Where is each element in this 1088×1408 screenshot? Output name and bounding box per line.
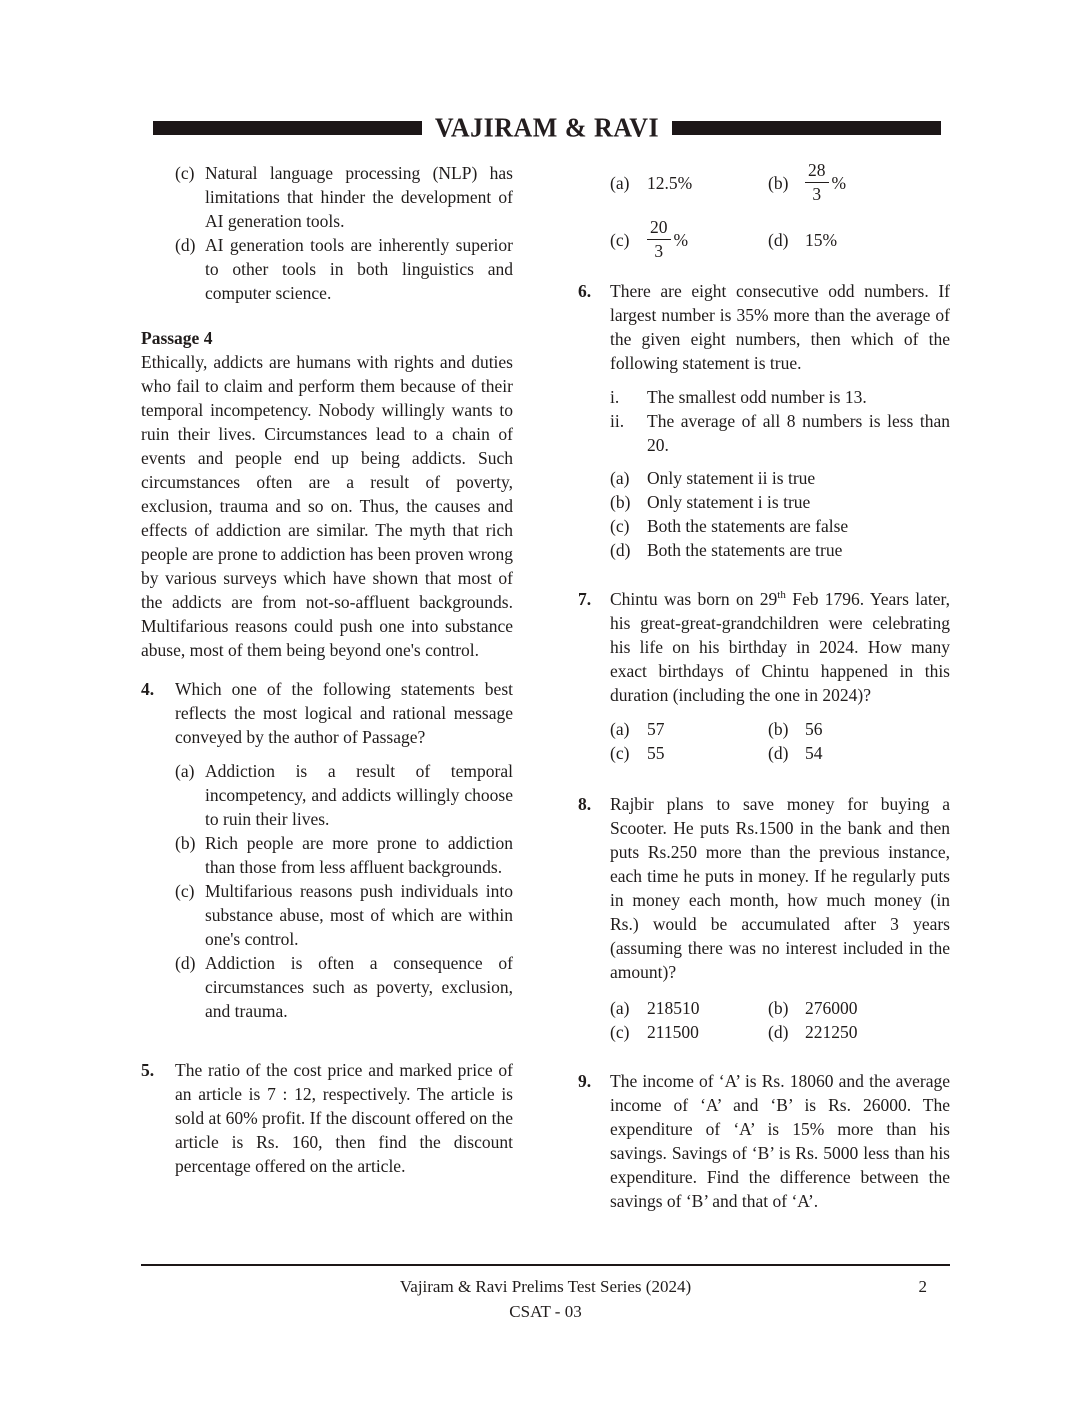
question-text: Rajbir plans to save money for buying a Scooter. He puts Rs.1500 in the bank and then puts Rs.250 more than the previous instance, each time he puts in money. If he regularly puts in money each month, how much money (in Rs.) would be accumulated after 3 years (assuming there was no interest included in the amount)? bbox=[610, 794, 950, 982]
question-number: 4. bbox=[141, 679, 155, 699]
fraction-denominator: 3 bbox=[654, 241, 664, 261]
question-number: 9. bbox=[578, 1071, 592, 1091]
fraction-value bbox=[805, 160, 829, 205]
statement-row-ii bbox=[610, 409, 950, 457]
option-text: Natural language processing (NLP) has limitations that hinder the development of AI generation tools. bbox=[205, 163, 513, 231]
question-9 bbox=[578, 1069, 950, 1213]
option-text: 56 bbox=[805, 719, 823, 739]
option-label: (b) bbox=[768, 998, 789, 1018]
statement-label: ii. bbox=[610, 411, 625, 431]
option-row-a bbox=[175, 759, 513, 831]
option-label: (c) bbox=[610, 229, 630, 250]
option-label: (b) bbox=[768, 719, 789, 739]
option-text: Rich people are more prone to addiction than those from less affluent backgrounds. bbox=[205, 833, 513, 877]
question-6 bbox=[578, 279, 950, 375]
option-text: 57 bbox=[647, 719, 665, 739]
option-text: Both the statements are true bbox=[647, 540, 843, 560]
option-text: 218510 bbox=[647, 998, 700, 1018]
option-text: 15% bbox=[805, 229, 838, 250]
option-label: (d) bbox=[768, 1022, 789, 1042]
page-footer bbox=[141, 1264, 950, 1324]
question-text: There are eight consecutive odd numbers. If largest number is 35% more than the average of the given eight numbers, then which of the following statement is true. bbox=[610, 281, 950, 373]
option-label: (a) bbox=[610, 172, 630, 193]
option-label: (b) bbox=[610, 492, 631, 512]
question-text: The ratio of the cost price and marked price of an article is 7 : 12, respectively. The article is sold at 60% profit. If the discount offered on the article is Rs. 160, then find the discount percentage offered on the article. bbox=[175, 1060, 513, 1176]
passage-body: Ethically, addicts are humans with rights and duties who fail to claim and perform them because of their temporal incompetency. Nobody willingly wants to ruin their lives. Circumstances lead to a chain of events and people end up being addicts. Such circumstances often are a result of poverty, exclusion, trauma and so on. Thus, the causes and effects of addiction are similar. The myth that rich people are prone to addiction has been proven wrong by various surveys which have shown that most of the addicts are from not-so-affluent backgrounds. Multifarious reasons could push one into substance abuse, most of them being beyond one's control. bbox=[141, 352, 513, 660]
fraction-numerator: 28 bbox=[805, 160, 829, 183]
option-text: 211500 bbox=[647, 1022, 699, 1042]
header-bar-left bbox=[153, 121, 422, 135]
question-4 bbox=[141, 677, 513, 749]
fraction-numerator: 20 bbox=[647, 217, 671, 240]
fraction-suffix: % bbox=[673, 229, 689, 250]
option-text: Only statement ii is true bbox=[647, 468, 816, 488]
footer-series-title: Vajiram & Ravi Prelims Test Series (2024) bbox=[399, 1277, 692, 1296]
option-row-a bbox=[610, 996, 768, 1020]
option-label: (c) bbox=[610, 1022, 630, 1042]
option-label: (d) bbox=[610, 540, 631, 560]
option-row-d bbox=[610, 538, 950, 562]
question-8-options bbox=[610, 996, 950, 1044]
option-row-d bbox=[768, 217, 950, 262]
question-4-options bbox=[141, 759, 513, 1023]
fraction-value bbox=[647, 217, 671, 262]
option-text: 276000 bbox=[805, 998, 858, 1018]
question-7-options bbox=[610, 717, 950, 765]
question-text-pre: Chintu was born on 29 bbox=[610, 589, 778, 609]
option-row-c bbox=[610, 741, 768, 765]
option-label: (a) bbox=[610, 468, 630, 488]
option-text: 54 bbox=[805, 743, 823, 763]
statement-label: i. bbox=[610, 387, 620, 407]
option-row-a bbox=[610, 717, 768, 741]
option-row-d bbox=[768, 741, 950, 765]
page-number: 2 bbox=[918, 1277, 927, 1296]
statement-text: The average of all 8 numbers is less than 20. bbox=[647, 411, 950, 455]
option-label: (c) bbox=[175, 881, 195, 901]
option-row-b bbox=[768, 996, 950, 1020]
option-text: Addiction is often a consequence of circumstances such as poverty, exclusion, and trauma. bbox=[205, 953, 513, 1021]
option-label: (c) bbox=[610, 516, 630, 536]
question-6-statements bbox=[578, 385, 950, 457]
option-text: Addiction is a result of temporal incompetency, and addicts willingly choose to ruin their lives. bbox=[205, 761, 513, 829]
question-text: The income of ‘A’ is Rs. 18060 and the average income of ‘A’ and ‘B’ is Rs. 26000. The expenditure of ‘A’ is 15% more than his savings. Savings of ‘B’ is Rs. 5000 less than his expenditure. Find the difference between the savings of ‘B’ and that of ‘A’. bbox=[610, 1071, 950, 1211]
option-label: (d) bbox=[175, 953, 196, 973]
question-number: 7. bbox=[578, 589, 592, 609]
option-label: (c) bbox=[610, 743, 630, 763]
option-row-b bbox=[768, 717, 950, 741]
header-title: VAJIRAM & RAVI bbox=[434, 112, 660, 143]
option-row-b bbox=[768, 160, 950, 205]
question-text: Which one of the following statements best reflects the most logical and rational message conveyed by the author of Passage? bbox=[175, 679, 513, 747]
footer-paper-code: CSAT - 03 bbox=[509, 1302, 582, 1321]
question-5 bbox=[141, 1058, 513, 1178]
question-7 bbox=[578, 587, 950, 707]
option-row-c bbox=[610, 514, 950, 538]
passage-heading: Passage 4 bbox=[141, 328, 213, 348]
option-row-d bbox=[175, 233, 513, 305]
question-6-options bbox=[578, 466, 950, 562]
option-row-b bbox=[175, 831, 513, 879]
question-8 bbox=[578, 792, 950, 984]
option-row-a bbox=[610, 160, 768, 205]
option-row-d bbox=[175, 951, 513, 1023]
option-label: (b) bbox=[175, 833, 196, 853]
option-text: 12.5% bbox=[647, 172, 693, 193]
option-label: (d) bbox=[768, 229, 789, 250]
fraction-suffix: % bbox=[831, 172, 847, 193]
statement-text: The smallest odd number is 13. bbox=[647, 387, 867, 407]
option-label: (c) bbox=[175, 163, 195, 183]
right-column bbox=[578, 160, 950, 1213]
option-text: Both the statements are false bbox=[647, 516, 849, 536]
question-5-options bbox=[610, 160, 950, 262]
option-label: (a) bbox=[610, 998, 630, 1018]
option-text: AI generation tools are inherently superior to other tools in both linguistics and computer science. bbox=[205, 235, 513, 303]
fraction-denominator: 3 bbox=[812, 184, 822, 204]
option-text: 55 bbox=[647, 743, 665, 763]
option-text: 221250 bbox=[805, 1022, 858, 1042]
option-row-c bbox=[175, 879, 513, 951]
question-text-post: Feb 1796. Years later, his great-great-grandchildren were celebrating his life on his birthday in 2024. How many exact birthdays of Chintu happened in this duration (including the one in 2024)? bbox=[610, 589, 950, 705]
option-row-c bbox=[610, 1020, 768, 1044]
option-row-a bbox=[610, 466, 950, 490]
question-number: 8. bbox=[578, 794, 592, 814]
option-row-d bbox=[768, 1020, 950, 1044]
left-column bbox=[141, 161, 513, 1178]
header-bar-right bbox=[672, 121, 941, 135]
question-text bbox=[610, 587, 950, 707]
option-text: Only statement i is true bbox=[647, 492, 811, 512]
option-row-c bbox=[175, 161, 513, 233]
option-label: (b) bbox=[768, 172, 789, 193]
statement-row-i bbox=[610, 385, 950, 409]
option-label: (a) bbox=[175, 761, 195, 781]
option-label: (d) bbox=[768, 743, 789, 763]
option-text: Multifarious reasons push individuals into substance abuse, most of which are within one's control. bbox=[205, 881, 513, 949]
page-header bbox=[153, 112, 941, 143]
option-row-c bbox=[610, 217, 768, 262]
ordinal-superscript: th bbox=[777, 589, 786, 602]
question-number: 5. bbox=[141, 1060, 155, 1080]
option-row-b bbox=[610, 490, 950, 514]
question-number: 6. bbox=[578, 281, 592, 301]
option-label: (d) bbox=[175, 235, 196, 255]
option-label: (a) bbox=[610, 719, 630, 739]
